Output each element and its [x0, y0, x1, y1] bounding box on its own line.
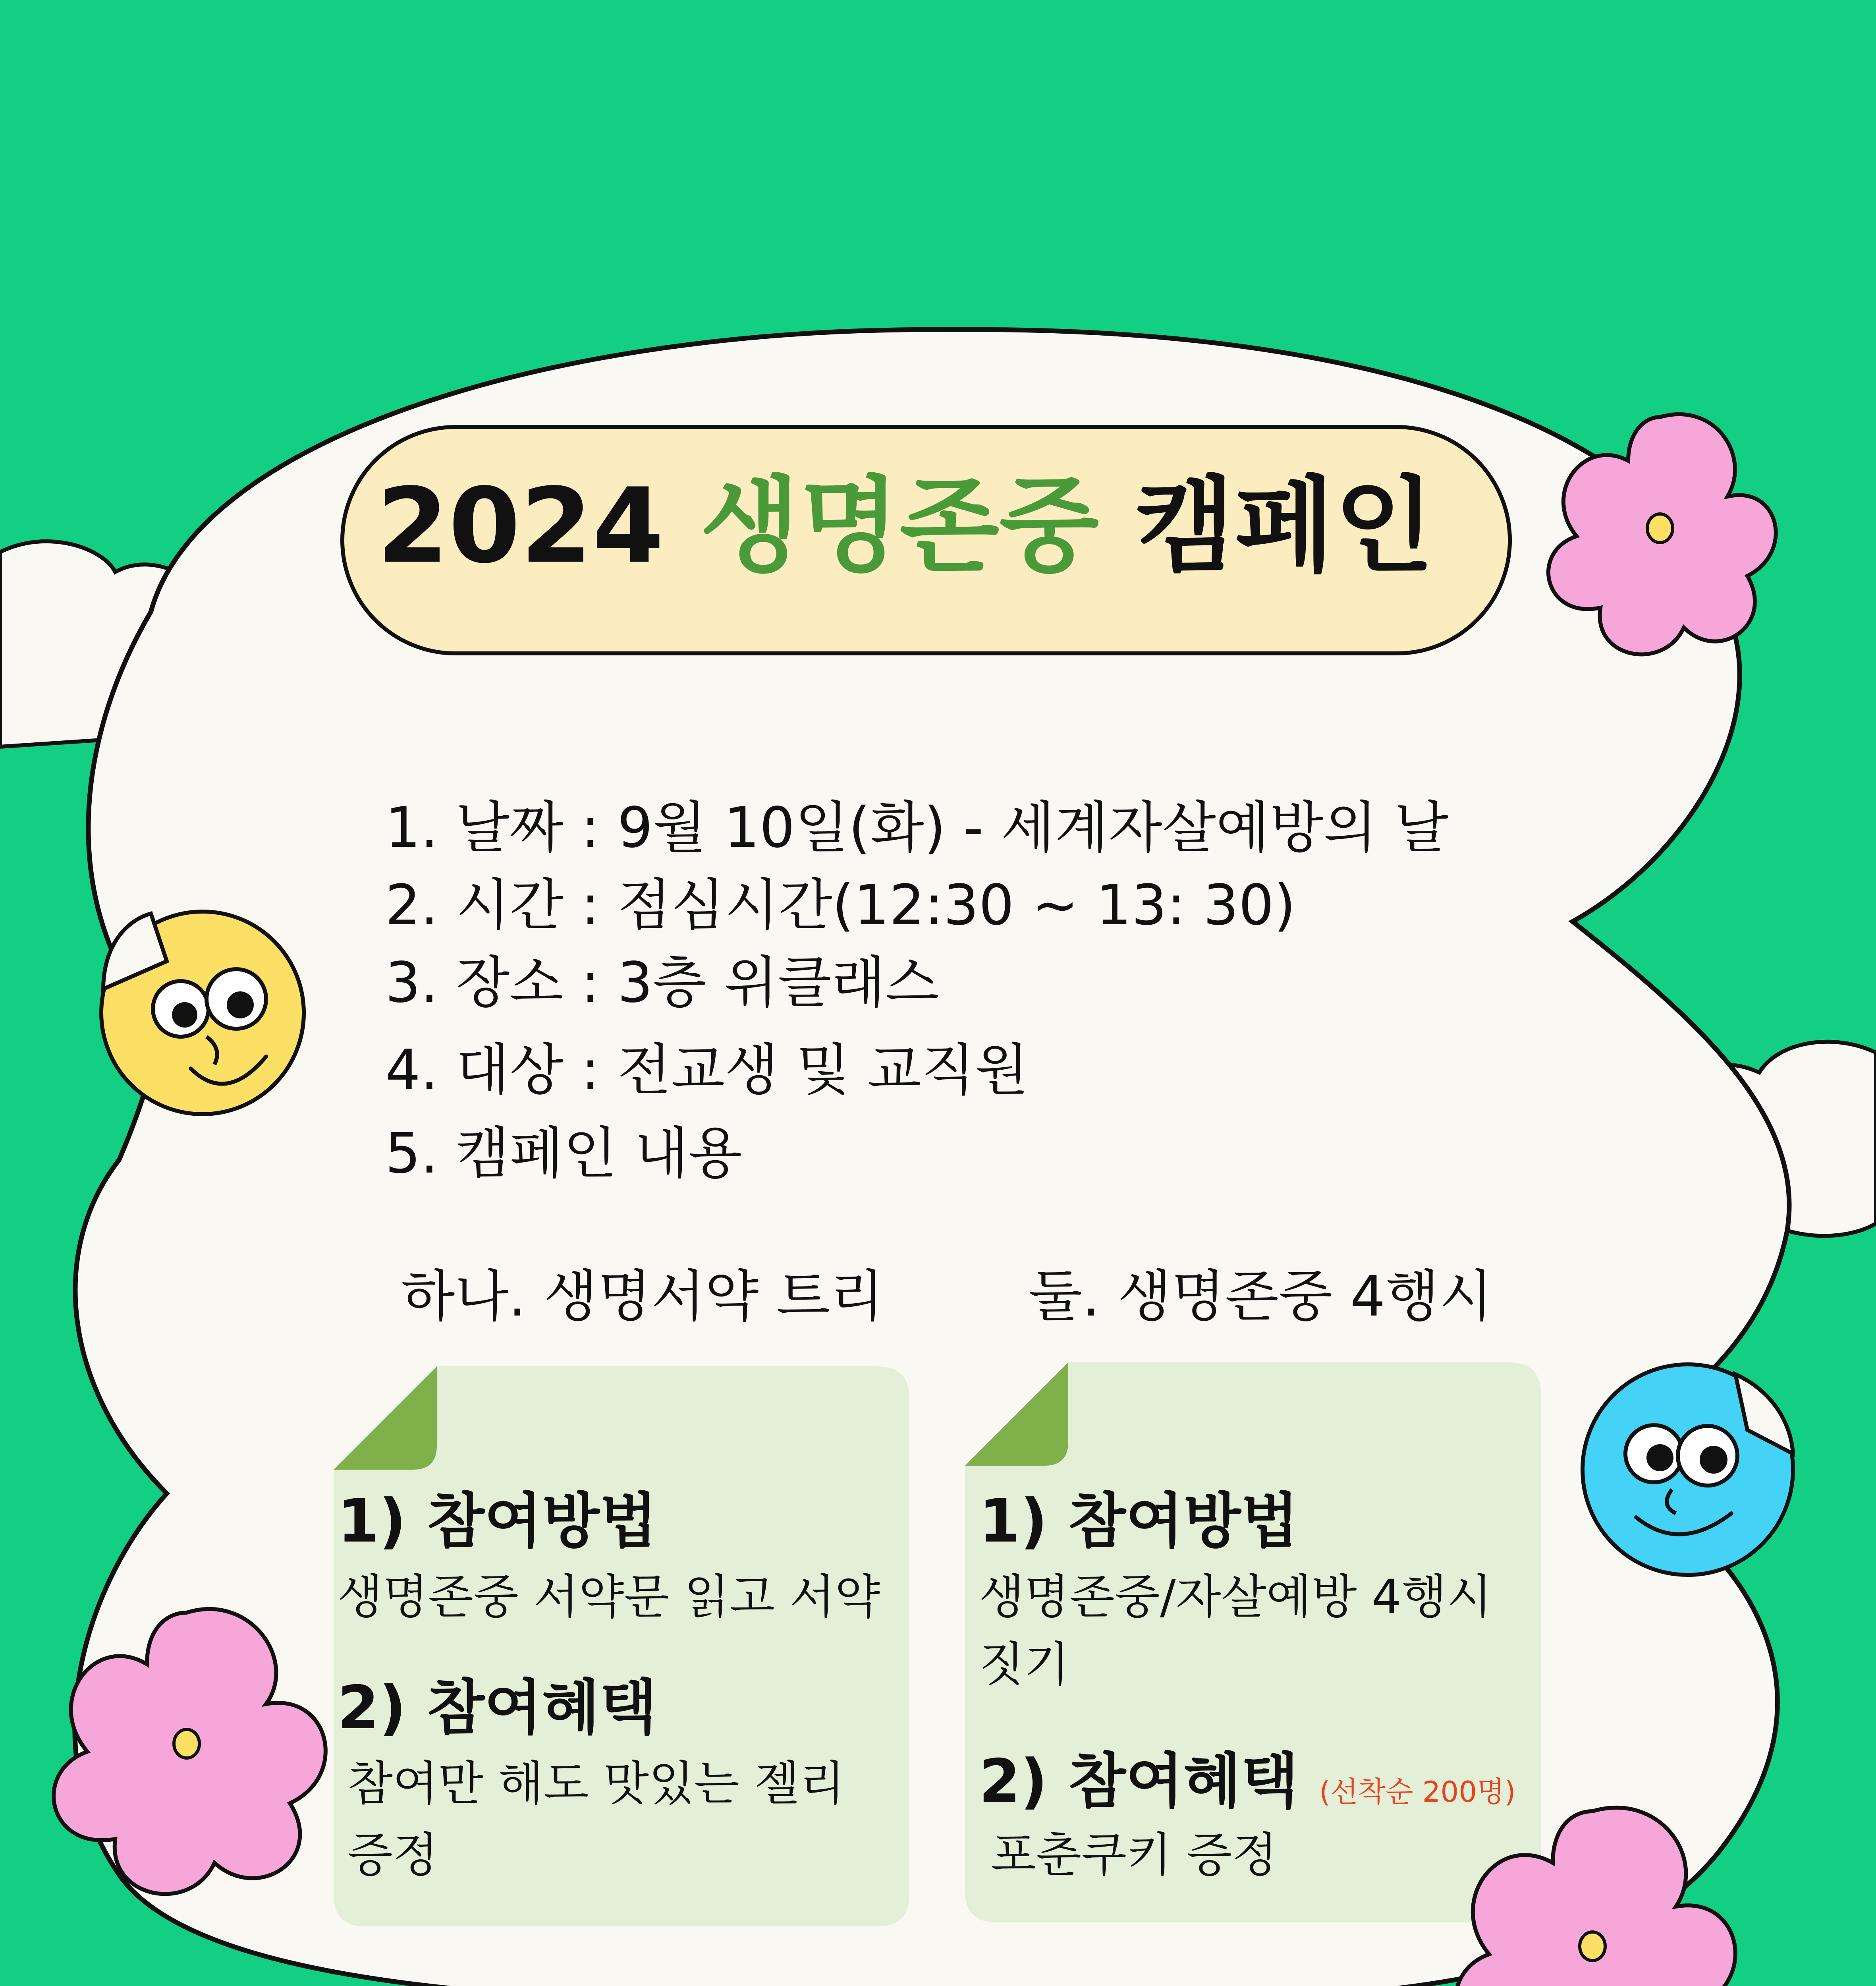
card-left-benefit-text: 증정 [347, 1828, 438, 1882]
title-highlight: 생명존중 [700, 466, 1099, 586]
section-heading-poem: 둘. 생명존중 4행시 [1029, 1264, 1493, 1329]
card-left-benefit-title: 2) 참여혜택 [338, 1673, 657, 1743]
info-date: 1. 날짜 : 9월 10일(화) - 세계자살예방의 날 [385, 796, 1449, 860]
info-target: 4. 대상 : 전교생 및 교직원 [385, 1038, 1029, 1103]
section-heading-tree: 하나. 생명서약 트리 [401, 1264, 884, 1329]
card-left-method-title: 1) 참여방법 [338, 1487, 657, 1556]
card-right-benefit-note: (선착순 200명) [1319, 1775, 1516, 1808]
card-right-benefit-title [979, 1744, 1516, 1830]
card-left-method-text: 생명존중 서약문 읽고 서약 [338, 1569, 880, 1624]
info-time: 2. 시간 : 점심시간(12:30 ~ 13: 30) [385, 873, 1296, 938]
title-suffix: 캠페인 [1135, 466, 1434, 586]
card-left-benefit-text: 참여만 해도 맛있는 젤리 [347, 1756, 845, 1811]
info-content: 5. 캠페인 내용 [385, 1121, 742, 1186]
card-right-benefit-title-text: 2) 참여혜택 [979, 1747, 1299, 1816]
card-right-method-text: 짓기 [979, 1637, 1069, 1692]
info-place: 3. 장소 : 3층 위클래스 [385, 950, 939, 1015]
card-right-method-text: 생명존중/자살예방 4행시 [979, 1569, 1492, 1624]
card-right-method-title: 1) 참여방법 [979, 1487, 1299, 1556]
title-year: 2024 [376, 466, 664, 586]
page-title [349, 467, 1461, 586]
smiley-sticker-icon [101, 912, 304, 1114]
smiley-sticker-icon [1583, 1364, 1793, 1575]
card-right-benefit-text: 포춘쿠키 증정 [991, 1828, 1278, 1882]
